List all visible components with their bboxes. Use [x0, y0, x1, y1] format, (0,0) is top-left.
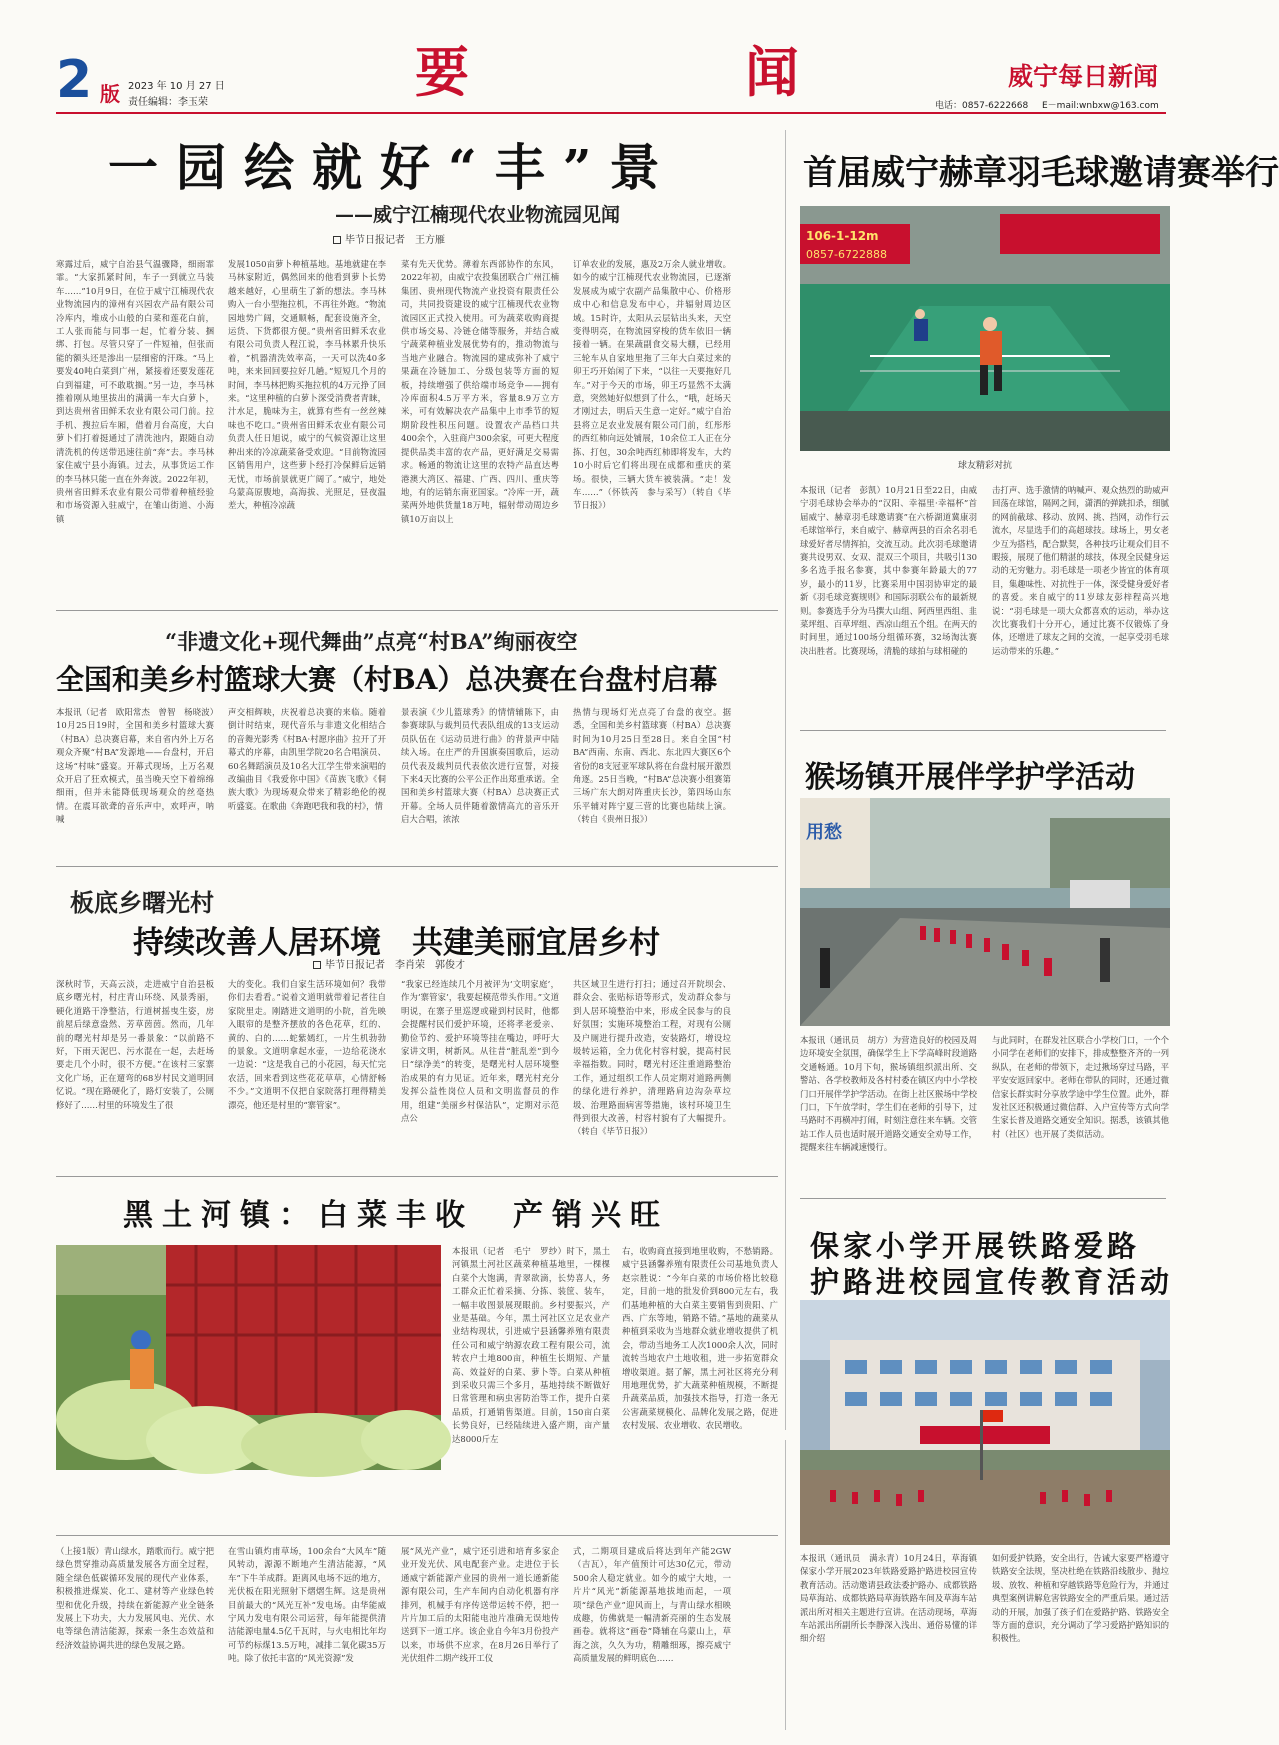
cabbage-column-2: 右，收购商直接到地里收购，不愁销路。威宁县涵馨养殖有限责任公司基地负责人赵宗胜说：“今年白菜的市场价格比较稳定，目前一地的批发价到800元左右，我们基地种植的大白菜主要销售到贵阳、广西、广东等地，销路不错。”基地的蔬菜从种植到采收为当地群众就业增收提供了机会，带动当地务工人次1000余人次，同时流转当地农户土地收租，进一步拓宽群众增收渠道。据了解，黑土河社区将充分利用地理优势，扩大蔬菜种植规模，不断提升蔬菜品质，加强技术指导，打造一条无公害蔬菜规模化、品牌化发展之路，促进农村发展、农业增收、农民增收。: [622, 1246, 778, 1431]
school-headline-line1: 保家小学开展铁路爱路: [810, 1229, 1141, 1263]
safety-photo: [800, 798, 1170, 1026]
park-column-2: 发展1050亩萝卜种植基地。基地就建在李马林家附近，偶然回来的他看到萝卜长势越来越好，心里萌生了新的想法。李马林购入一台小型拖拉机，不再往外跑。“物流园地势广阔，交通顺畅，配套设施齐全，运货、下货都很方便。”贵州省田鲜禾农业有限公司负责人程江说，李马林累升快乐着，“机器清洗效率高，一天可以洗40多吨，来来回回要拉好几趟。”短短几个月的时间，李马林把购买拖拉机的4万元挣了回来。“这里种植的白萝卜深受消费者青睐，汁水足，脆味为主，就算有些有一丝丝辣味也不吃口。”贵州省田鲜禾农业有限公司负责人任日旭说，威宁的气候资源让这里种出来的冷凉蔬菜备受欢迎。“目前物流园区销售用户，这些萝卜经打冷保鲜后远销无忧，市场前景就更广阔了。”威宁，地处乌蒙高原腹地，高海拔、光照足，昼夜温差大，种植冷凉蔬: [228, 259, 386, 511]
column-divider: [785, 130, 786, 1430]
safety-headline: 猴场镇开展伴学护学活动: [805, 760, 1135, 795]
park-headline: 一园绘就好“丰”景: [108, 138, 678, 197]
section-rule: [56, 610, 778, 611]
wind-column-3: 展“风光产业”，威宁还引进和培育多家企业开发光伏、风电配套产业。走进位于长通威宁新能源产业园的贵州一道长通新能源有限公司，生产车间内自动化机器有序排列，机械手有序传送带运转不停，把一片片加工后的太阳能电池片准确无误地传送到下一道工序。该企业自今年3月份投产以来，市场供不应求，在8月26日举行了光伏组件二期产线开工仪: [401, 1546, 559, 1664]
village-column-4: 共区域卫生进行打扫；通过召开院坝会、群众会、张贴标语等形式，发动群众参与到人居环境整治中来，形成全民参与的良好氛围；实施环境整治工程，对现有公厕及户厕进行提升改造，安装路灯，增设垃圾转运箱，全力优化村容村貌，提高村民幸福指数。同时，曙光村还注重道路整治工作，通过组织工作人员定期对道路两侧的绿化进行养护，清理路肩边沟杂草垃圾、治理路面病害等措施，该村环境卫生得到很大改善，村容村貌有了大幅提升。（转自《毕节日报》）: [573, 979, 731, 1137]
photo-sign-text: 用愁: [806, 822, 842, 843]
section-rule: [56, 1535, 778, 1536]
section-rule: [56, 866, 778, 867]
email-address: E－mail:wnbxw@163.com: [1042, 101, 1159, 111]
paper-name: 威宁每日新闻: [1008, 62, 1159, 91]
phone-number: 电话：0857-6222668: [935, 101, 1029, 111]
park-column-4: 订单农业的发展，惠及2万余人就业增收。如今的威宁江楠现代农业物流园，已逐渐发展成为威宁农副产品集散中心、价格形成中心和信息发布中心，并辐射周边区域。15时许，太阳从云层钻出头来，天空变得明亮，在物流园穿梭的货车依旧一辆接着一辆。在果蔬副食交易大棚，已经用三轮车从自家地里拖了三年大白菜过来的卯王巧开始闲了下来，“以往一天要拖好几车。”对于今天的市场，卯王巧显然不太满意，突然她好似想到了什么，“哦，赶场天才刚过去，明后天生意一定好。”威宁自治县将立足农业发展有限公司门前，红彤彤的西红柿向远处铺展，10余位工人正在分拣、打包，30余吨西红柿即将发车，大约10小时后它们将出现在成都和重庆的菜场。很快，三辆大货车被装满。“走！发车……”（怀铁芮 参与采写）（转自《毕节日报》）: [573, 259, 731, 511]
photo-phone-text: 0857-6722888: [806, 248, 887, 261]
basketball-column-4: 热情与现场灯光点亮了台盘的夜空。据悉，全国和美乡村篮球赛（村BA）总决赛时间为10月25日至28日。来自全国“村BA”西南、东南、西北、东北四大赛区6个省份的8支冠亚军球队将在台盘村展开激烈角逐。25日当晚，“村BA”总决赛小组赛第三场广东大朗对阵重庆长沙，第四场山东乐平辅对阵宁夏三营的比赛也陆续上演。（转自《贵州日报》）: [573, 707, 731, 825]
park-byline: [333, 231, 445, 246]
photo-banner-text: 106-1-12m: [806, 229, 879, 243]
village-byline: [313, 956, 465, 971]
wind-column-2: 在雪山镇灼甫草场，100余台“大风车”随风转动，源源不断地产生清洁能源，“风车”下牛羊成群。距离风电场不远的地方，光伏板在阳光照射下熠熠生辉。这是贵州目前最大的“风光互补”发电场。由华能威宁风力发电有限公司运营，每年能提供清洁能源电量4.5亿千瓦时，与火电相比年均可节约标煤13.5万吨，减排二氧化碳35万吨。除了依托丰富的“风光资源”发: [228, 1546, 386, 1664]
section-rule: [800, 1198, 1166, 1199]
wind-column-4: 式，二期项目建成后将达到年产能2GW（吉瓦），年产值预计可达30亿元，带动500余人稳定就业。如今的威宁大地，一片片“风光”新能源基地拔地而起，一项项“绿色产业”迎风而上，与青山绿水相映成趣，仿佛就是一幅清新亮丽的生态发展画卷。就将这“画卷”降辅在乌蒙山上，草海之滨，久久为功，精雕细琢，擦亮威宁高质量发展的鲜明底色……: [573, 1546, 731, 1664]
issue-date: 2023 年 10 月 27 日: [128, 81, 225, 92]
school-column-1: 本报讯（通讯员 满永青）10月24日，草海镇保家小学开展2023年铁路爱路护路进校园宣传教育活动。活动邀请县政法委护路办、成都铁路局草海站、成都铁路局草海铁路车间及草海车站派出所对相关主题进行宣讲。在活动现场，草海车站派出所副所长李静深入浅出、通俗易懂的详细介绍: [800, 1553, 977, 1644]
masthead-rule: [56, 112, 1166, 114]
column-divider: [785, 1440, 786, 1730]
basketball-column-2: 声交相辉映，庆祝着总决赛的来临。随着倒计时结束，现代音乐与非遗文化相结合的音舞光影秀《村BA·村愿序曲》拉开了开幕式的序幕，由凯里学院20名合唱演员、60名舞蹈演员及10名大江学生带来演唱的改编曲目《我爱你中国》《苗族飞歌》《侗族大歌》为现场观众带来了精彩绝伦的视听盛宴。在歌曲《奔跑吧我和我的村》，情: [228, 707, 386, 811]
masthead: [0, 0, 1220, 112]
park-subtitle: ——威宁江楠现代农业物流园见闻: [335, 204, 621, 226]
park-byline-text: 毕节日报记者 王方雁: [345, 235, 445, 246]
page-suffix: 版: [100, 82, 120, 106]
badminton-photo: [800, 206, 1170, 451]
school-column-2: 如何爱护铁路，安全出行，告诫大家要严格遵守铁路安全法规，坚决杜绝在铁路沿线散步、抛垃圾、放牧、种植和穿越铁路等危险行为，并通过典型案例讲解危害铁路安全的严重后果。通过活动的开展，加强了孩子们在爱路护路、铁路安全等方面的意识，充分调动了学习爱路护路知识的积极性。: [992, 1553, 1169, 1644]
village-column-2: 大的变化。我们自家生活环境如何？我带你们去看看。”说着文道明就带着记者往自家院里走。刚踏进文道明的小院，首先映入眼帘的是整齐摆放的各色花草，红的、黄的、白的……蛇紫嫣红，一片生机勃勃的景象。文道明拿起水壶，一边给花浇水一边说：“这是我自己的小花园，每天忙完农活，回来看到这些花花草草，心情舒畅不少。”文道明不仅把自家院落打理得精美漂亮，他还是村里的“寨管家”。: [228, 979, 386, 1110]
badminton-column-1: 本报讯（记者 彭凯）10月21日至22日，由威宁羽毛球协会举办的“汉阳、幸福里·幸福杯”首届威宁、赫章羽毛球邀请赛”在六桥湖道冀康羽毛球馆举行，来自威宁、赫章两县的百余名羽毛球爱好者尽情挥拍，交流互动。此次羽毛球邀请赛共设男双、女双、混双三个项目，共吸引130多名选手报名参赛，其中参赛年龄最大的77岁，最小的11岁，比赛采用中国羽协审定的最新《羽毛球竞赛规则》和国际羽联公布的最新规则。参赛选手分为马撰大山组、阿西里西组、韭菜坪组、百草坪组、西凉山组五个组。在两天的时间里，通过100场分组循环赛，32场淘汰赛决出胜者。比赛现场，清脆的球拍与球相碰的: [800, 485, 977, 656]
school-headline-line2: 护路进校园宣传教育活动: [810, 1265, 1174, 1299]
school-photo: [800, 1300, 1170, 1545]
basketball-headline: 全国和美乡村篮球大赛（村BA）总决赛在台盘村启幕: [56, 663, 718, 696]
park-column-1: 寒露过后，威宁自治县气温骤降，细雨霏霏。“大家抓紧时间，车子一到就立马装车……”10月9日，在位于威宁江楠现代农业物流园内的漳州有兴园农产品有限公司冷库内，堆成小山般的白菜和莲花白前，工人张而能与同事一起，忙着分装、捆绑、打包。尽管只穿了一件短袖，但张而能的额头还是渗出一层细密的汗珠。“马上要发40吨白菜到广州，紧接着还要发莲花白到福建，可不敢耽搁。”另一边，李马林推着刚从地里拔出的满满一车大白萝卜，到达贵州省田鲜禾农业有限公司门前。拉手机、搜拉后车厢，借着月台高度，大白萝卜们打着挺通过了清洗池内，跟随自动清洗机的传送带迅速往前“奔”去。李马林家住威宁县小海镇。过去，从事货运工作的李马林只能一直在外奔波。2022年初，贵州省田鲜禾农业有限公司带着种植经验和市场资源入驻威宁，在雏山街道、小海镇: [56, 259, 214, 524]
cabbage-photo: [56, 1245, 441, 1470]
village-byline-text: 毕节日报记者 李肖荣 郭俊才: [325, 960, 465, 971]
section-title-left: 要: [415, 40, 469, 104]
section-title-right: 闻: [745, 40, 799, 104]
editor-credit: 责任编辑：李玉荣: [128, 97, 208, 108]
park-column-3: 菜有先天优势。薄着东西部协作的东风，2022年初，由威宁农投集团联合广州江楠集团、贵州现代物流产业投资有限责任公司，共同投资建设的威宁江楠现代农业物流园区正式投入使用。可为蔬菜收购商提供市场交易、冷链仓储等服务，并结合威宁蔬菜种植业发展优势有的，推动物流与当地产业融合。物流园的建成弥补了威宁果蔬在冷链加工、分级包装等方面的短板，持续增强了供给端市场竞争——拥有冷库面积4.5万平方米，容量8.9万立方米，可有效解决农产品集中上市季节的短期阶段性积压问题。设置农产品档口共400余个，入驻商户300余家，可更大程度提供品类丰富的农产品，更好满足交易需求。畅通的物流让这里的农特产品直达粤港澳大湾区、福建、广西、四川、重庆等地，有的运销东南亚国家。“冷库一开，蔬菜两外地供货量18万吨，辐射带动周边乡镇10万亩以上: [401, 259, 559, 524]
village-column-1: 深秋时节，天高云淡，走进威宁自治县板底乡曙光村，村庄青山环绕、风景秀丽，硬化道路干净整洁，行道树摇曳生姿，房前屋后绿意盎然、芳草茵茵。然而，几年前的曙光村却是另一番景象：“以前路不好，下雨天泥巴、污水混在一起，去赶场要走几个小时，很不方便。”在该村三家寨文化广场，正在遛弯的68岁村民文道明回忆说。“现在路硬化了，路灯安装了，公厕修好了……村里的环境发生了很: [56, 979, 214, 1110]
page-number: 2: [56, 50, 93, 110]
basketball-column-3: 景表演《少儿篮球秀》的情情辅陈下，由参赛球队与裁判员代表队组成的13支运动员队伍在《运动员进行曲》的背景声中陆续入场。在庄严的升国旗奏国歌后，运动员代表及裁判员代表依次进行宣誓，对接下来4天比赛的公平公正作出郑重承诺。全国和美乡村篮球大赛（村BA）总决赛正式开幕。全场人员伴随着激情高亢的音乐开启大合唱，浓浓: [401, 707, 559, 825]
badminton-headline: 首届威宁赫章羽毛球邀请赛举行: [803, 153, 1279, 193]
safety-column-2: 与此同时，在群发社区联合小学校门口，一个个小同学在老师们的安排下，排成整整齐齐的一列纵队，在老师的带领下，走过揪场穿过马路，平平安安返回家中。老师在带队的同时，还通过微信家长群实时分享放学途中学生位置。此外，群发社区还积极通过微信群、入户宣传等方式向学生家长普及道路交通安全知识。据悉，该镇其他村（社区）也开展了类似活动。: [992, 1035, 1169, 1139]
safety-column-1: 本报讯（通讯员 胡方）为营造良好的校园及周边环境安全氛围，确保学生上下学高峰时段道路交通畅通。10月下旬，猴场镇组织派出所、交警站、各学校教师及各村村委在镇区内中小学校门口开展伴学护学活动。在街上社区猴场中学校门口，下午放学时，学生们在老师的引导下，过马路时不再横冲打闹，时刻注意往来车辆。交管站工作人员也适时展开道路交通安全劝导工作，提醒来往车辆减速慢行。: [800, 1035, 977, 1153]
wind-column-1: （上接1版）青山绿水，踏歌而行。威宁把绿色贯穿推动高质量发展各方面全过程，随全绿色低碳循环发展的现代产业体系，积极推进煤炭、化工、建材等产业绿色转型和优化升级，持续在新能源产业全链条发展上下功夫，大力发展风电、光伏、水电等绿色清洁能源，探索一条生态效益和经济效益协调共进的绿色发展之路。: [56, 1546, 214, 1650]
badminton-column-2: 击打声、选手激情的呐喊声、观众热烈的助威声回荡在球馆，隔网之间，潇洒的弹跳扣杀，细腻的网前截球、移动、放网、挑、挡网，动作行云流水，尽显选手们的高超球技。球场上，男女老少互为搭档，配合默契，各种技巧让观众们目不暇接，展现了他们精湛的球技，体现全民健身运动的无穷魅力。羽毛球是一项老少皆宜的体育项目，集趣味性、对抗性于一体，深受健身爱好者的喜爱。来自威宁的11岁球友彭梓程高兴地说：“羽毛球是一项大众都喜欢的运动，举办这次比赛我们十分开心，通过比赛不仅锻炼了身体，还增进了球友之间的交流，一起享受羽毛球运动带来的乐趣。”: [992, 485, 1169, 656]
basketball-kicker: “非遗文化+现代舞曲”点亮“村BA”绚丽夜空: [165, 629, 578, 654]
village-kicker: 板底乡曙光村: [70, 888, 214, 917]
section-rule: [56, 1176, 778, 1177]
cabbage-column-1: 本报讯（记者 毛宁 罗纱）时下，黑土河镇黑土河社区蔬菜种植基地里，一棵棵白菜个大饱满，青翠欲滴，长势喜人，务工群众正忙着采摘、分拣、装筐、装车，一幅丰收图景展现眼前。乡村要振兴，产业是基础。今年，黑土河社区立足农业产业结构现状，引进威宁县涵馨养殖有限责任公司和威宁纳源农政工程有限公司，流转农户土地800亩，种植生长期短、产量高、效益好的白菜、萝卜等。白菜从种植到采收只需三个多月，基地持续不断做好日常管理和病虫害防治等工作，提升白菜品质，打通销售渠道。目前，150亩白菜长势良好，已经陆续进入盛产期，亩产量达8000斤左: [452, 1246, 610, 1444]
badminton-photo-caption: 球友精彩对抗: [957, 461, 1012, 471]
village-column-3: “我家已经连续几个月被评为‘文明家庭’，作为‘寨管家’，我要起模范带头作用。”文道明说，在寨子里巡逻或碰到村民时，他都会提醒村民们爱护环境，还将孝老爱亲、勤俭节约、爱护环境等挂在嘴边，呼吁大家讲文明，树新风。从往昔“脏乱差”到今日“绿净美”的转变，是曙光村人居环境整治成果的有力见证。近年来，曙光村充分发挥公益性岗位人员和文明监督员的作用，组建“美丽乡村保洁队”，定期对示范点公: [401, 979, 559, 1124]
basketball-column-1: 本报讯（记者 欧阳常杰 曾智 杨晓波）10月25日19时，全国和美乡村篮球大赛（村BA）总决赛启幕，来自省内外上万名观众齐聚“村BA”发源地——台盘村，开启这场“村味”盛宴。开幕式现场，上万名观众开启了狂欢模式，虽当晚天空下着绵绵细雨，但并未能降低现场观众的丝毫热情。在震耳欲聋的音乐声中，欢呼声，呐喊: [56, 707, 214, 825]
cabbage-headline: 黑土河镇：白菜丰收 产销兴旺: [123, 1198, 669, 1233]
village-headline: 持续改善人居环境 共建美丽宜居乡村: [133, 925, 660, 961]
section-rule: [800, 730, 1166, 731]
